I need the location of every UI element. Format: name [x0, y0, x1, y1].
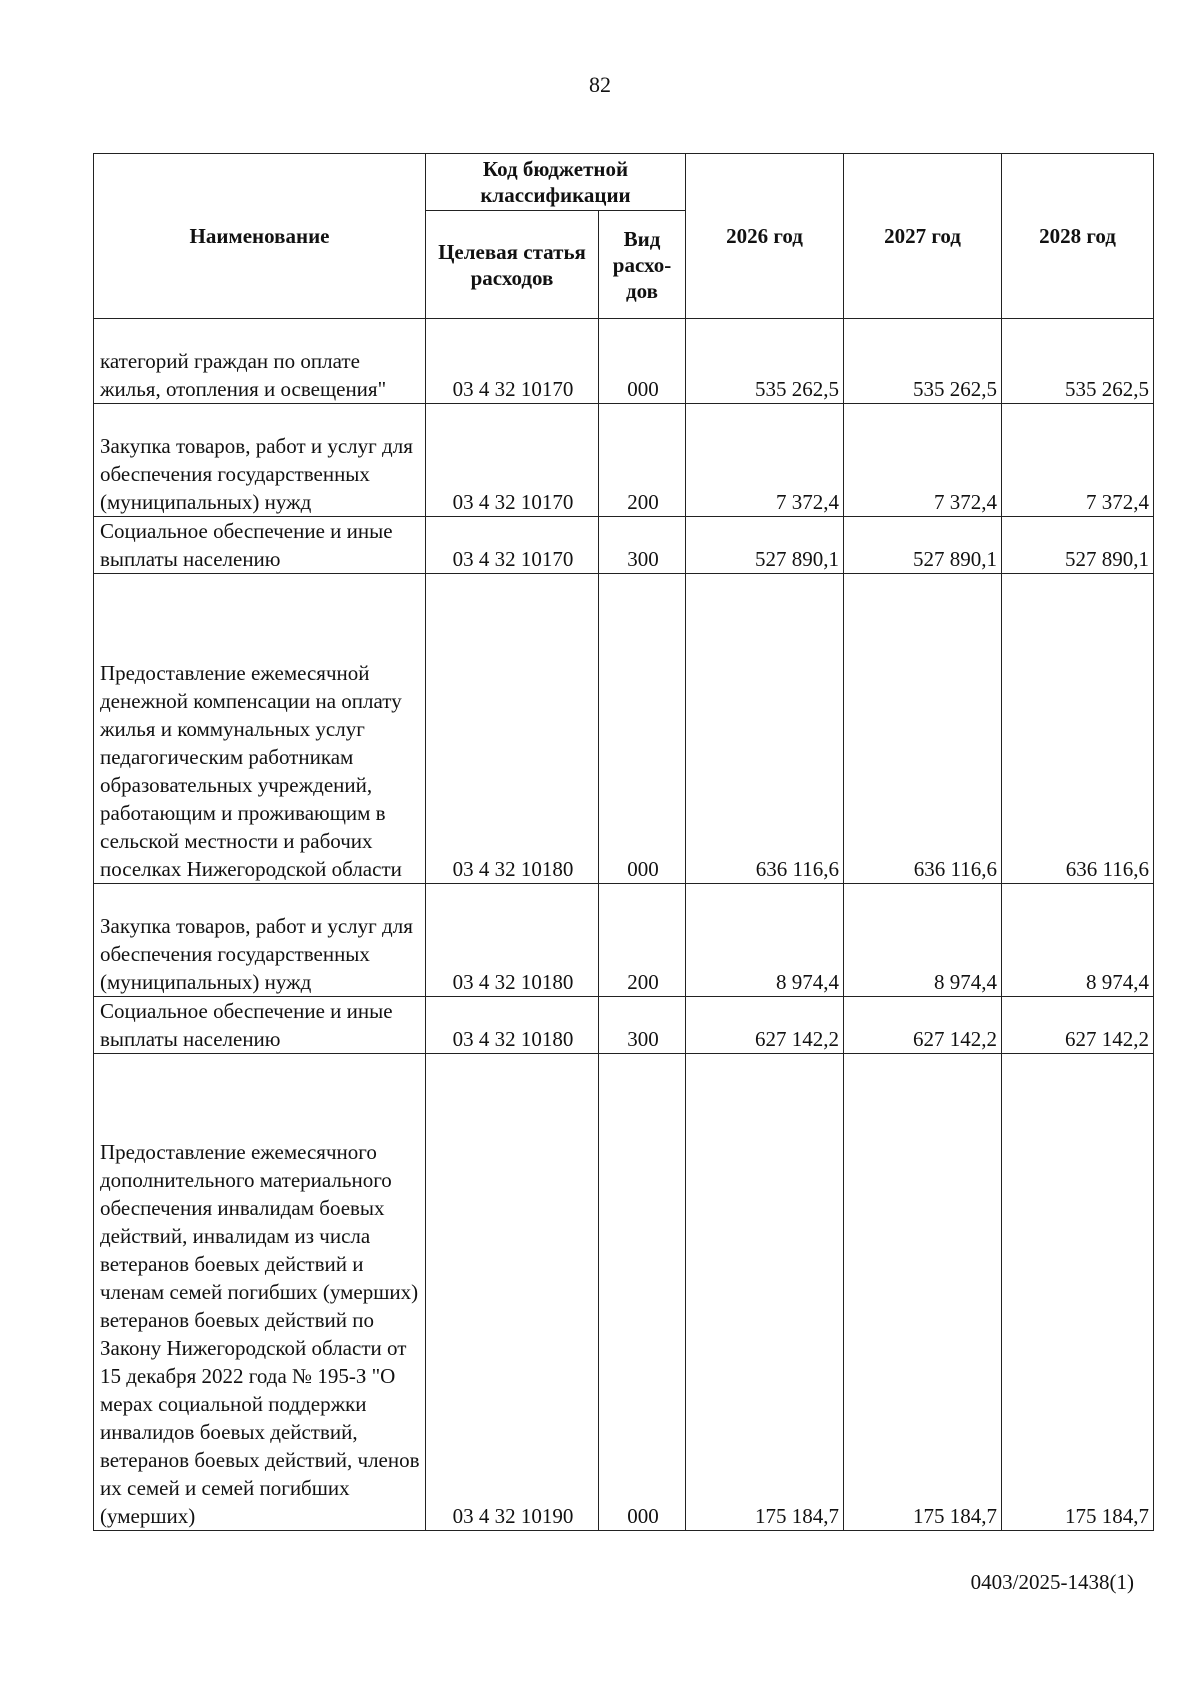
row-2027: 7 372,4 — [844, 404, 1002, 517]
header-expense-type: Вид расхо-дов — [599, 211, 686, 319]
row-kind: 300 — [599, 517, 686, 574]
row-2026: 175 184,7 — [686, 1054, 844, 1531]
row-code: 03 4 32 10190 — [426, 1054, 599, 1531]
budget-table — [93, 153, 1154, 1531]
row-code: 03 4 32 10170 — [426, 404, 599, 517]
row-kind: 200 — [599, 404, 686, 517]
table-row — [94, 1054, 1154, 1531]
row-kind: 000 — [599, 574, 686, 884]
row-2027: 627 142,2 — [844, 997, 1002, 1054]
row-code: 03 4 32 10170 — [426, 517, 599, 574]
row-name: Предоставление ежемесячной денежной компенсации на оплату жилья и коммунальных услуг педагогическим работникам образовательных учреждений, работающим и проживающим в сельской местности и рабочих поселках Нижегородской области — [94, 574, 426, 884]
table-row — [94, 404, 1154, 517]
header-2028: 2028 год — [1002, 154, 1154, 319]
row-2027: 8 974,4 — [844, 884, 1002, 997]
row-name: Социальное обеспечение и иные выплаты населению — [94, 517, 426, 574]
row-name: Социальное обеспечение и иные выплаты населению — [94, 997, 426, 1054]
header-target-item: Целевая статья расходов — [426, 211, 599, 319]
row-2027: 636 116,6 — [844, 574, 1002, 884]
row-2026: 636 116,6 — [686, 574, 844, 884]
table-row — [94, 319, 1154, 404]
row-code: 03 4 32 10180 — [426, 997, 599, 1054]
row-kind: 300 — [599, 997, 686, 1054]
header-2027: 2027 год — [844, 154, 1002, 319]
row-2028: 627 142,2 — [1002, 997, 1154, 1054]
row-2028: 8 974,4 — [1002, 884, 1154, 997]
row-kind: 000 — [599, 319, 686, 404]
row-2026: 7 372,4 — [686, 404, 844, 517]
row-2028: 175 184,7 — [1002, 1054, 1154, 1531]
row-name: Закупка товаров, работ и услуг для обеспечения государственных (муниципальных) нужд — [94, 884, 426, 997]
row-2027: 527 890,1 — [844, 517, 1002, 574]
row-name: Закупка товаров, работ и услуг для обеспечения государственных (муниципальных) нужд — [94, 404, 426, 517]
table-row — [94, 884, 1154, 997]
row-2026: 627 142,2 — [686, 997, 844, 1054]
row-kind: 200 — [599, 884, 686, 997]
row-code: 03 4 32 10180 — [426, 574, 599, 884]
row-2026: 535 262,5 — [686, 319, 844, 404]
row-2028: 527 890,1 — [1002, 517, 1154, 574]
row-name: Предоставление ежемесячного дополнительного материального обеспечения инвалидам боевых действий, инвалидам из числа ветеранов боевых действий и членам семей погибших (умерших) ветеранов боевых действий по Закону Нижегородской области от 15 декабря 2022 года № 195-З "О мерах социальной поддержки инвалидов боевых действий, ветеранов боевых действий, членов их семей и семей погибших (умерших) — [94, 1054, 426, 1531]
row-code: 03 4 32 10170 — [426, 319, 599, 404]
row-2026: 527 890,1 — [686, 517, 844, 574]
table-row — [94, 517, 1154, 574]
row-2028: 636 116,6 — [1002, 574, 1154, 884]
row-code: 03 4 32 10180 — [426, 884, 599, 997]
header-2026: 2026 год — [686, 154, 844, 319]
row-2028: 535 262,5 — [1002, 319, 1154, 404]
header-name: Наименование — [94, 154, 426, 319]
row-2026: 8 974,4 — [686, 884, 844, 997]
row-2027: 535 262,5 — [844, 319, 1002, 404]
row-2027: 175 184,7 — [844, 1054, 1002, 1531]
row-kind: 000 — [599, 1054, 686, 1531]
document-registration-code: 0403/2025-1438(1) — [970, 1570, 1134, 1594]
row-name: категорий граждан по оплате жилья, отопления и освещения" — [94, 319, 426, 404]
header-budget-code: Код бюджетной классификации — [426, 154, 686, 211]
table-row — [94, 574, 1154, 884]
row-2028: 7 372,4 — [1002, 404, 1154, 517]
page-number: 82 — [589, 72, 611, 97]
table-row — [94, 997, 1154, 1054]
